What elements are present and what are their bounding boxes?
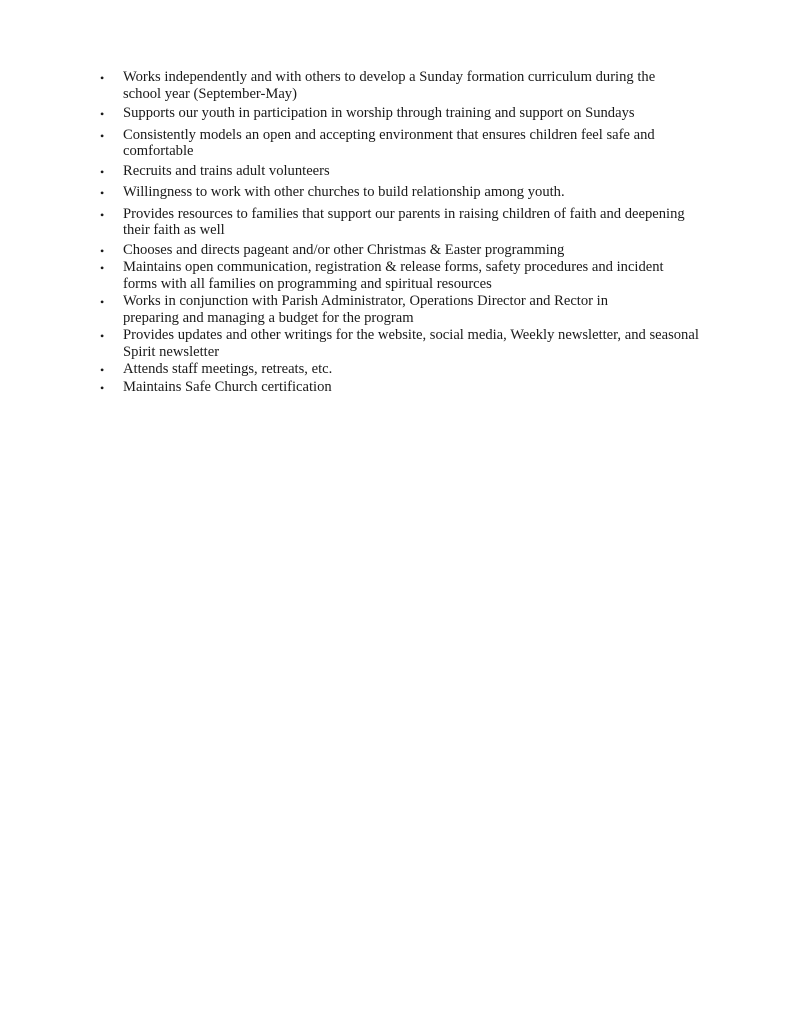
list-item xyxy=(100,242,720,259)
list-item-text xyxy=(123,379,720,396)
bullet-icon: • xyxy=(100,207,105,222)
list-item-line: Provides resources to families that support our parents in raising children of faith and deepening xyxy=(123,205,685,222)
list-item-line: comfortable xyxy=(123,143,194,159)
list-item xyxy=(100,127,720,160)
list-item xyxy=(100,259,720,292)
list-item-text xyxy=(123,69,720,102)
list-item-line: Maintains open communication, registration & release forms, safety procedures and incident xyxy=(123,259,664,275)
list-item-text xyxy=(123,184,720,201)
list-item-text xyxy=(123,127,720,160)
list-item-text xyxy=(123,163,720,180)
list-item-line: Attends staff meetings, retreats, etc. xyxy=(123,361,333,377)
list-item-line: Consistently models an open and accepting environment that ensures children feel safe and xyxy=(123,126,655,143)
bullet-icon: • xyxy=(100,261,105,275)
bullet-icon: • xyxy=(100,186,105,200)
list-item-line: Recruits and trains adult volunteers xyxy=(123,162,330,179)
list-item-line: Willingness to work with other churches to build relationship among youth. xyxy=(123,184,565,200)
list-item-text xyxy=(123,242,720,259)
list-item-line: Supports our youth in participation in worship through training and support on Sundays xyxy=(123,105,635,121)
list-item xyxy=(100,379,720,396)
list-item-line: Maintains Safe Church certification xyxy=(123,378,332,395)
list-item-text xyxy=(123,327,720,360)
bullet-icon: • xyxy=(100,71,105,85)
list-item xyxy=(100,105,720,122)
list-item xyxy=(100,293,720,326)
bullet-icon: • xyxy=(100,164,105,179)
bullet-icon: • xyxy=(100,107,105,121)
list-item-line: school year (September-May) xyxy=(123,85,297,102)
list-item xyxy=(100,163,720,180)
list-item-line: Works independently and with others to develop a Sunday formation curriculum during the xyxy=(123,69,656,85)
list-item-text xyxy=(123,293,720,326)
list-item-line: forms with all families on programming and spiritual resources xyxy=(123,275,492,292)
list-item xyxy=(100,327,720,360)
list-item-line: Spirit newsletter xyxy=(123,343,220,360)
list-item-text xyxy=(123,259,720,292)
bullet-icon: • xyxy=(100,295,105,309)
list-item-line: their faith as well xyxy=(123,222,225,238)
list-item-text xyxy=(123,206,720,239)
list-item-line: Provides updates and other writings for the website, social media, Weekly newsletter, and seasonal xyxy=(123,327,699,343)
responsibilities-list xyxy=(100,69,720,396)
list-item xyxy=(100,206,720,239)
list-item-line: Chooses and directs pageant and/or other Christmas & Easter programming xyxy=(123,241,565,258)
list-item-text xyxy=(123,105,720,122)
list-item-text xyxy=(123,361,720,378)
list-item xyxy=(100,361,720,378)
bullet-icon: • xyxy=(100,243,105,258)
list-item-line: preparing and managing a budget for the program xyxy=(123,309,414,326)
bullet-icon: • xyxy=(100,380,105,395)
bullet-icon: • xyxy=(100,329,105,343)
list-item xyxy=(100,184,720,201)
bullet-icon: • xyxy=(100,363,105,377)
list-item xyxy=(100,69,720,102)
bullet-icon: • xyxy=(100,128,105,143)
list-item-line: Works in conjunction with Parish Administrator, Operations Director and Rector in xyxy=(123,293,609,309)
